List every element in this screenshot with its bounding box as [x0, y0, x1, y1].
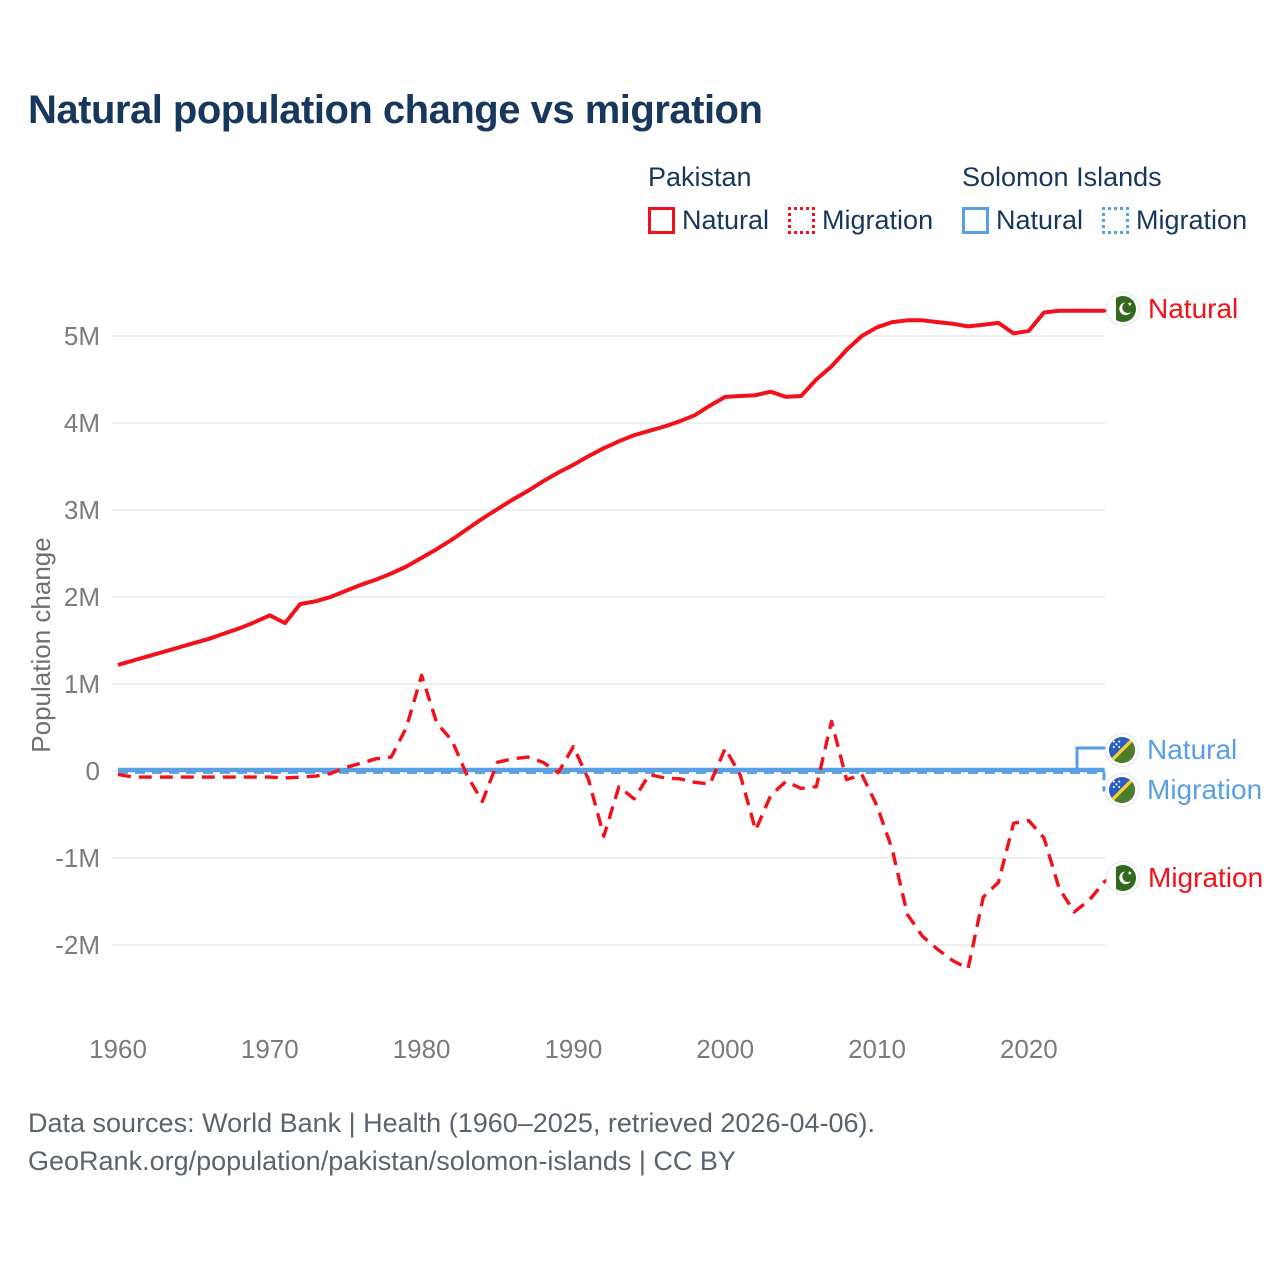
y-tick-labels — [55, 321, 100, 960]
x-tick-label: 1960 — [89, 1034, 147, 1064]
x-tick-label: 2020 — [999, 1034, 1058, 1064]
x-tick-label: 1970 — [240, 1034, 299, 1064]
line-label-pakistan-migration — [1106, 861, 1263, 895]
pakistan-flag-icon — [1106, 292, 1140, 326]
y-tick-label: 2M — [63, 582, 100, 612]
y-tick-label: 5M — [63, 321, 100, 351]
footer — [28, 1104, 875, 1180]
line-label-text: Migration — [1148, 862, 1264, 893]
solomon-islands-flag-icon — [1105, 773, 1139, 807]
pakistan-flag-icon — [1106, 861, 1140, 895]
line-label-text: Natural — [1147, 734, 1238, 765]
x-tick-label: 1980 — [392, 1034, 451, 1064]
x-tick-label: 2010 — [848, 1034, 906, 1064]
y-tick-label: -1M — [55, 843, 100, 873]
x-tick-label: 2000 — [696, 1034, 755, 1064]
attribution-line: GeoRank.org/population/pakistan/solomon-islands | CC BY — [28, 1146, 736, 1176]
series-line-pakistan-natural — [118, 311, 1105, 665]
series-line-pakistan-migration — [118, 675, 1105, 968]
line-label-text: Migration — [1147, 774, 1263, 805]
line-label-pakistan-natural — [1106, 292, 1238, 326]
line-label-text: Natural — [1148, 293, 1239, 324]
solomon-islands-flag-icon — [1109, 737, 1135, 763]
pakistan-flag-icon — [1110, 865, 1136, 891]
solomon-islands-flag-icon — [1105, 733, 1139, 767]
solomon-islands-flag-icon — [1109, 777, 1135, 803]
legend-country-label: Solomon Islands — [962, 162, 1162, 192]
legend-item-label: Migration — [1136, 205, 1248, 235]
line-label-solomon-migration — [1105, 773, 1262, 807]
page-title: Natural population change vs migration — [28, 88, 763, 132]
x-tick-label: 1990 — [544, 1034, 603, 1064]
gridlines — [112, 336, 1105, 945]
x-tick-labels — [89, 1034, 1058, 1064]
series-lines — [118, 311, 1105, 969]
legend-item-label: Natural — [996, 205, 1084, 235]
legend-country-label: Pakistan — [648, 162, 752, 192]
line-label-solomon-natural — [1105, 733, 1237, 767]
y-tick-label: 4M — [63, 408, 100, 438]
connector-solomon-natural — [1071, 748, 1107, 770]
y-axis-title: Population change — [26, 537, 56, 753]
y-tick-label: 0 — [85, 756, 100, 786]
legend-item-label: Natural — [682, 205, 770, 235]
y-tick-label: 3M — [63, 495, 100, 525]
legend-item-label: Migration — [822, 205, 934, 235]
y-tick-label: -2M — [55, 930, 100, 960]
y-tick-label: 1M — [63, 669, 100, 699]
data-sources-line: Data sources: World Bank | Health (1960–2025, retrieved 2026-04-06). — [28, 1108, 875, 1138]
pakistan-flag-icon — [1110, 296, 1136, 322]
